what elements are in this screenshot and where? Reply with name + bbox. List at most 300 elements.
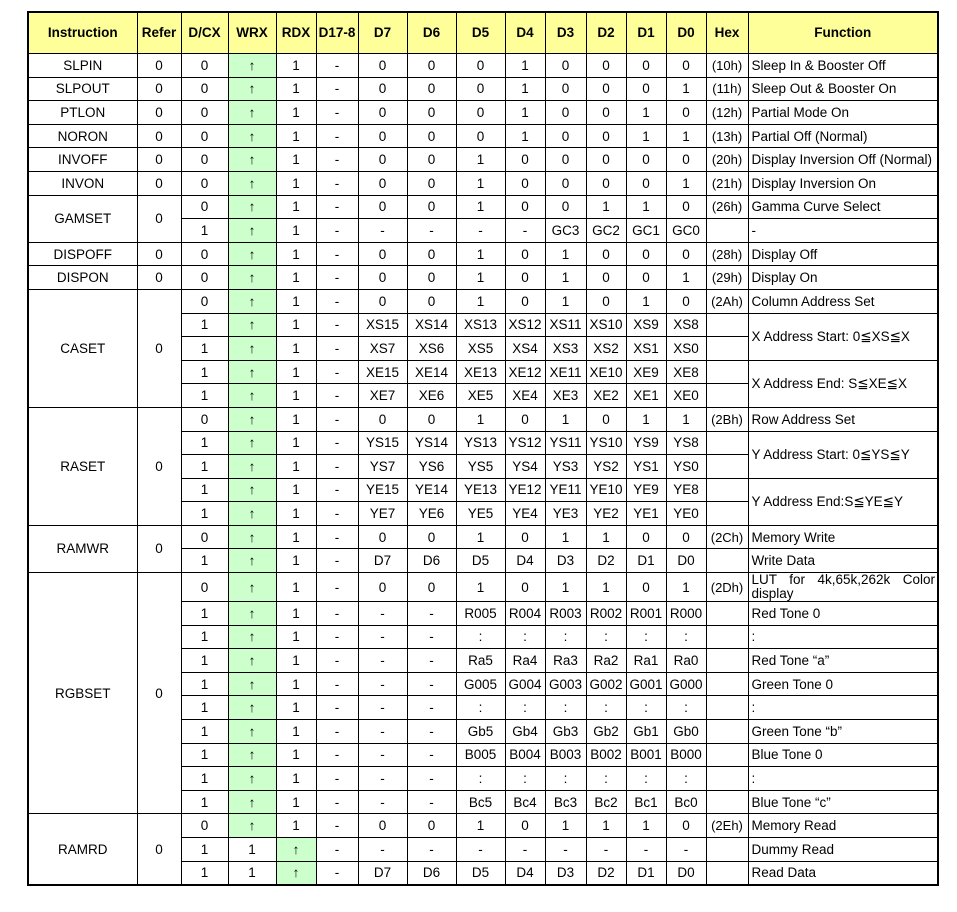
bit-cell: 0 — [666, 814, 706, 838]
bit-cell: Ra3 — [545, 649, 586, 673]
bit-cell: 1 — [586, 525, 626, 549]
bit-cell: - — [358, 696, 407, 720]
hex-cell: (2Ah) — [706, 289, 748, 313]
bit-cell: 1 — [181, 337, 228, 361]
bit-cell: D1 — [626, 549, 666, 573]
bit-cell: - — [316, 602, 358, 626]
bit-cell: : — [626, 625, 666, 649]
bit-cell: Bc5 — [456, 790, 505, 814]
bit-cell: 1 — [276, 478, 316, 502]
bit-cell: 0 — [407, 124, 456, 148]
instruction-cell: SLPOUT — [28, 77, 137, 101]
bit-cell: XE4 — [505, 384, 545, 408]
bit-cell: - — [545, 838, 586, 862]
instruction-cell: GAMSET — [28, 195, 137, 242]
bit-cell: 1 — [586, 814, 626, 838]
bit-cell: 0 — [407, 525, 456, 549]
bit-cell: : — [505, 767, 545, 791]
bit-cell: 1 — [276, 767, 316, 791]
bit-cell: YS9 — [626, 431, 666, 455]
bit-cell: 1 — [276, 525, 316, 549]
bit-cell: B004 — [505, 743, 545, 767]
header-cell: D1 — [626, 12, 666, 54]
bit-cell: Bc2 — [586, 790, 626, 814]
bit-cell: - — [358, 767, 407, 791]
function-cell: Display On — [748, 266, 938, 290]
bit-cell: ↑ — [228, 266, 276, 290]
bit-cell: : — [456, 767, 505, 791]
bit-cell: - — [407, 672, 456, 696]
bit-cell: B002 — [586, 743, 626, 767]
bit-cell: 0 — [545, 171, 586, 195]
bit-cell: - — [358, 838, 407, 862]
bit-cell: D2 — [586, 549, 626, 573]
bit-cell: : — [666, 696, 706, 720]
bit-cell: - — [316, 478, 358, 502]
bit-cell: G002 — [586, 672, 626, 696]
bit-cell: G004 — [505, 672, 545, 696]
bit-cell: 0 — [505, 148, 545, 172]
bit-cell: YS12 — [505, 431, 545, 455]
bit-cell: 1 — [181, 696, 228, 720]
bit-cell: - — [316, 384, 358, 408]
hex-cell — [706, 743, 748, 767]
instruction-cell: PTLON — [28, 101, 137, 125]
bit-cell: 0 — [626, 77, 666, 101]
bit-cell: XE0 — [666, 384, 706, 408]
bit-cell: XS0 — [666, 337, 706, 361]
hex-cell: (13h) — [706, 124, 748, 148]
bit-cell: ↑ — [228, 77, 276, 101]
table-row — [28, 242, 938, 266]
bit-cell: ↑ — [276, 861, 316, 885]
bit-cell: 0 — [586, 407, 626, 431]
bit-cell: 1 — [586, 573, 626, 602]
bit-cell: 1 — [181, 861, 228, 885]
bit-cell: B001 — [626, 743, 666, 767]
table-row — [28, 124, 938, 148]
bit-cell: 0 — [626, 54, 666, 78]
bit-cell: XS10 — [586, 313, 626, 337]
function-cell: Green Tone 0 — [748, 672, 938, 696]
bit-cell: 0 — [545, 54, 586, 78]
function-cell: : — [748, 625, 938, 649]
bit-cell: 0 — [181, 573, 228, 602]
bit-cell: - — [316, 54, 358, 78]
bit-cell: 0 — [666, 195, 706, 219]
header-cell: RDX — [276, 12, 316, 54]
header-cell: Instruction — [28, 12, 137, 54]
hex-cell — [706, 625, 748, 649]
table-row — [28, 525, 938, 549]
bit-cell: ↑ — [228, 649, 276, 673]
bit-cell: D3 — [545, 861, 586, 885]
bit-cell: 0 — [666, 54, 706, 78]
bit-cell: 0 — [626, 266, 666, 290]
bit-cell: 1 — [276, 672, 316, 696]
bit-cell: D5 — [456, 549, 505, 573]
bit-cell: 0 — [505, 573, 545, 602]
bit-cell: ↑ — [228, 407, 276, 431]
bit-cell: - — [316, 696, 358, 720]
bit-cell: 0 — [407, 573, 456, 602]
bit-cell: 0 — [586, 289, 626, 313]
bit-cell: ↑ — [228, 743, 276, 767]
bit-cell: 0 — [407, 195, 456, 219]
bit-cell: 0 — [181, 124, 228, 148]
header-cell: Hex — [706, 12, 748, 54]
header-cell: Function — [748, 12, 938, 54]
bit-cell: Gb2 — [586, 720, 626, 744]
bit-cell: ↑ — [228, 478, 276, 502]
bit-cell: - — [316, 743, 358, 767]
bit-cell: - — [316, 407, 358, 431]
bit-cell: XE5 — [456, 384, 505, 408]
bit-cell: YE1 — [626, 502, 666, 526]
instruction-cell: DISPOFF — [28, 242, 137, 266]
bit-cell: Ra4 — [505, 649, 545, 673]
bit-cell: 1 — [276, 625, 316, 649]
bit-cell: - — [316, 625, 358, 649]
bit-cell: D5 — [456, 861, 505, 885]
bit-cell: 0 — [358, 77, 407, 101]
bit-cell: 0 — [358, 124, 407, 148]
bit-cell: 0 — [505, 266, 545, 290]
bit-cell: 1 — [181, 502, 228, 526]
bit-cell: - — [456, 838, 505, 862]
bit-cell: : — [586, 696, 626, 720]
bit-cell: 1 — [228, 838, 276, 862]
bit-cell: 1 — [456, 407, 505, 431]
bit-cell: - — [316, 790, 358, 814]
bit-cell: 0 — [358, 54, 407, 78]
header-cell: D/CX — [181, 12, 228, 54]
refer-cell: 0 — [137, 148, 181, 172]
bit-cell: - — [316, 242, 358, 266]
table-row — [28, 407, 938, 431]
bit-cell: - — [316, 649, 358, 673]
hex-cell: (2Bh) — [706, 407, 748, 431]
hex-cell: (12h) — [706, 101, 748, 125]
bit-cell: 1 — [545, 407, 586, 431]
bit-cell: YS2 — [586, 455, 626, 479]
bit-cell: YS7 — [358, 455, 407, 479]
bit-cell: XE2 — [586, 384, 626, 408]
bit-cell: - — [316, 573, 358, 602]
bit-cell: 1 — [276, 602, 316, 626]
bit-cell: 1 — [276, 573, 316, 602]
table-row — [28, 171, 938, 195]
bit-cell: YS6 — [407, 455, 456, 479]
bit-cell: ↑ — [276, 838, 316, 862]
bit-cell: 1 — [276, 77, 316, 101]
bit-cell: ↑ — [228, 337, 276, 361]
bit-cell: - — [407, 696, 456, 720]
bit-cell: : — [666, 625, 706, 649]
header-cell: D4 — [505, 12, 545, 54]
bit-cell: : — [456, 625, 505, 649]
bit-cell: Gb5 — [456, 720, 505, 744]
table-row — [28, 266, 938, 290]
bit-cell: 1 — [456, 573, 505, 602]
function-cell: Y Address Start: 0≦YS≦Y — [748, 431, 938, 478]
header-cell: D2 — [586, 12, 626, 54]
bit-cell: 1 — [666, 407, 706, 431]
bit-cell: 0 — [358, 242, 407, 266]
function-cell: LUT for 4k,65k,262k Color display — [748, 573, 938, 602]
bit-cell: Gb4 — [505, 720, 545, 744]
bit-cell: R004 — [505, 602, 545, 626]
bit-cell: 0 — [626, 242, 666, 266]
bit-cell: 1 — [228, 861, 276, 885]
function-cell: Red Tone “a” — [748, 649, 938, 673]
bit-cell: YS15 — [358, 431, 407, 455]
refer-cell: 0 — [137, 525, 181, 572]
bit-cell: YE9 — [626, 478, 666, 502]
bit-cell: YS8 — [666, 431, 706, 455]
bit-cell: 0 — [505, 407, 545, 431]
bit-cell: D2 — [586, 861, 626, 885]
bit-cell: YE3 — [545, 502, 586, 526]
bit-cell: - — [316, 313, 358, 337]
refer-cell: 0 — [137, 101, 181, 125]
bit-cell: 1 — [666, 77, 706, 101]
refer-cell: 0 — [137, 289, 181, 407]
bit-cell: 1 — [545, 525, 586, 549]
bit-cell: 1 — [276, 337, 316, 361]
bit-cell: 0 — [181, 525, 228, 549]
hex-cell — [706, 672, 748, 696]
bit-cell: 0 — [358, 407, 407, 431]
instruction-cell: RGBSET — [28, 573, 137, 814]
bit-cell: YE12 — [505, 478, 545, 502]
refer-cell: 0 — [137, 242, 181, 266]
bit-cell: 1 — [276, 266, 316, 290]
bit-cell: - — [316, 360, 358, 384]
command-table — [27, 11, 939, 886]
bit-cell: - — [407, 790, 456, 814]
bit-cell: 0 — [181, 171, 228, 195]
bit-cell: ↑ — [228, 720, 276, 744]
bit-cell: G000 — [666, 672, 706, 696]
bit-cell: XE6 — [407, 384, 456, 408]
bit-cell: D3 — [545, 549, 586, 573]
function-cell: Write Data — [748, 549, 938, 573]
header-cell: D6 — [407, 12, 456, 54]
bit-cell: - — [407, 838, 456, 862]
bit-cell: 1 — [276, 195, 316, 219]
function-cell: Display Inversion On — [748, 171, 938, 195]
bit-cell: - — [316, 431, 358, 455]
bit-cell: 1 — [626, 289, 666, 313]
bit-cell: 0 — [181, 814, 228, 838]
bit-cell: 1 — [181, 219, 228, 243]
bit-cell: ↑ — [228, 148, 276, 172]
hex-cell — [706, 313, 748, 337]
bit-cell: 0 — [505, 242, 545, 266]
bit-cell: XS12 — [505, 313, 545, 337]
instruction-cell: RASET — [28, 407, 137, 525]
bit-cell: : — [545, 767, 586, 791]
bit-cell: 0 — [407, 101, 456, 125]
function-cell: Y Address End:S≦YE≦Y — [748, 478, 938, 525]
refer-cell: 0 — [137, 77, 181, 101]
bit-cell: D1 — [626, 861, 666, 885]
hex-cell — [706, 838, 748, 862]
bit-cell: - — [316, 549, 358, 573]
bit-cell: - — [316, 525, 358, 549]
bit-cell: 0 — [358, 195, 407, 219]
bit-cell: Bc1 — [626, 790, 666, 814]
bit-cell: 1 — [276, 101, 316, 125]
bit-cell: 1 — [456, 814, 505, 838]
bit-cell: XE11 — [545, 360, 586, 384]
bit-cell: 1 — [276, 384, 316, 408]
bit-cell: - — [407, 649, 456, 673]
bit-cell: ↑ — [228, 625, 276, 649]
bit-cell: ↑ — [228, 431, 276, 455]
bit-cell: 0 — [505, 171, 545, 195]
bit-cell: - — [316, 814, 358, 838]
bit-cell: 1 — [276, 455, 316, 479]
header-cell: D3 — [545, 12, 586, 54]
bit-cell: 1 — [276, 360, 316, 384]
bit-cell: D0 — [666, 861, 706, 885]
bit-cell: 1 — [456, 266, 505, 290]
bit-cell: 0 — [407, 171, 456, 195]
bit-cell: 0 — [505, 525, 545, 549]
bit-cell: ↑ — [228, 54, 276, 78]
bit-cell: XS11 — [545, 313, 586, 337]
bit-cell: ↑ — [228, 101, 276, 125]
bit-cell: 1 — [545, 289, 586, 313]
bit-cell: 1 — [276, 289, 316, 313]
hex-cell: (11h) — [706, 77, 748, 101]
hex-cell — [706, 502, 748, 526]
function-cell: : — [748, 767, 938, 791]
table-row — [28, 289, 938, 313]
bit-cell: D7 — [358, 861, 407, 885]
bit-cell: G003 — [545, 672, 586, 696]
bit-cell: XS9 — [626, 313, 666, 337]
bit-cell: 0 — [666, 289, 706, 313]
hex-cell — [706, 219, 748, 243]
hex-cell: (21h) — [706, 171, 748, 195]
bit-cell: ↑ — [228, 573, 276, 602]
bit-cell: 1 — [181, 790, 228, 814]
bit-cell: 0 — [181, 77, 228, 101]
bit-cell: YS4 — [505, 455, 545, 479]
bit-cell: - — [505, 219, 545, 243]
bit-cell: 1 — [181, 455, 228, 479]
bit-cell: YS5 — [456, 455, 505, 479]
bit-cell: 0 — [586, 101, 626, 125]
bit-cell: 1 — [586, 195, 626, 219]
bit-cell: - — [358, 602, 407, 626]
instruction-cell: INVOFF — [28, 148, 137, 172]
bit-cell: ↑ — [228, 502, 276, 526]
bit-cell: - — [505, 838, 545, 862]
bit-cell: - — [626, 838, 666, 862]
bit-cell: 1 — [276, 649, 316, 673]
bit-cell: - — [316, 195, 358, 219]
bit-cell: 1 — [456, 171, 505, 195]
bit-cell: YE7 — [358, 502, 407, 526]
bit-cell: - — [358, 649, 407, 673]
bit-cell: 0 — [358, 573, 407, 602]
bit-cell: 0 — [358, 289, 407, 313]
header-cell: WRX — [228, 12, 276, 54]
bit-cell: 1 — [456, 195, 505, 219]
bit-cell: YE13 — [456, 478, 505, 502]
bit-cell: : — [626, 767, 666, 791]
bit-cell: 0 — [626, 525, 666, 549]
bit-cell: 0 — [586, 124, 626, 148]
bit-cell: 1 — [626, 195, 666, 219]
bit-cell: 1 — [545, 266, 586, 290]
bit-cell: ↑ — [228, 219, 276, 243]
bit-cell: : — [586, 767, 626, 791]
bit-cell: : — [456, 696, 505, 720]
bit-cell: 1 — [276, 720, 316, 744]
bit-cell: - — [407, 743, 456, 767]
bit-cell: 0 — [407, 148, 456, 172]
bit-cell: Ra1 — [626, 649, 666, 673]
bit-cell: YS0 — [666, 455, 706, 479]
hex-cell: (2Eh) — [706, 814, 748, 838]
bit-cell: 0 — [586, 148, 626, 172]
function-cell: Display Inversion Off (Normal) — [748, 148, 938, 172]
instruction-cell: RAMRD — [28, 814, 137, 885]
bit-cell: 1 — [626, 101, 666, 125]
bit-cell: YS1 — [626, 455, 666, 479]
table-row — [28, 54, 938, 78]
bit-cell: GC1 — [626, 219, 666, 243]
bit-cell: 1 — [276, 549, 316, 573]
bit-cell: 0 — [407, 242, 456, 266]
hex-cell: (2Ch) — [706, 525, 748, 549]
bit-cell: 0 — [586, 77, 626, 101]
bit-cell: 0 — [545, 148, 586, 172]
bit-cell: 0 — [456, 77, 505, 101]
bit-cell: - — [316, 266, 358, 290]
bit-cell: XS7 — [358, 337, 407, 361]
bit-cell: 1 — [505, 54, 545, 78]
bit-cell: YE10 — [586, 478, 626, 502]
bit-cell: ↑ — [228, 360, 276, 384]
bit-cell: 0 — [505, 814, 545, 838]
hex-cell — [706, 649, 748, 673]
bit-cell: D4 — [505, 549, 545, 573]
bit-cell: 1 — [276, 124, 316, 148]
header-cell: D5 — [456, 12, 505, 54]
bit-cell: 1 — [181, 672, 228, 696]
header-cell: D7 — [358, 12, 407, 54]
bit-cell: 0 — [626, 148, 666, 172]
bit-cell: 0 — [181, 54, 228, 78]
bit-cell: : — [505, 625, 545, 649]
bit-cell: XE14 — [407, 360, 456, 384]
bit-cell: YE0 — [666, 502, 706, 526]
bit-cell: Bc0 — [666, 790, 706, 814]
bit-cell: - — [316, 171, 358, 195]
bit-cell: - — [407, 625, 456, 649]
table-row — [28, 101, 938, 125]
bit-cell: 1 — [626, 124, 666, 148]
bit-cell: 0 — [545, 101, 586, 125]
bit-cell: B000 — [666, 743, 706, 767]
hex-cell — [706, 602, 748, 626]
